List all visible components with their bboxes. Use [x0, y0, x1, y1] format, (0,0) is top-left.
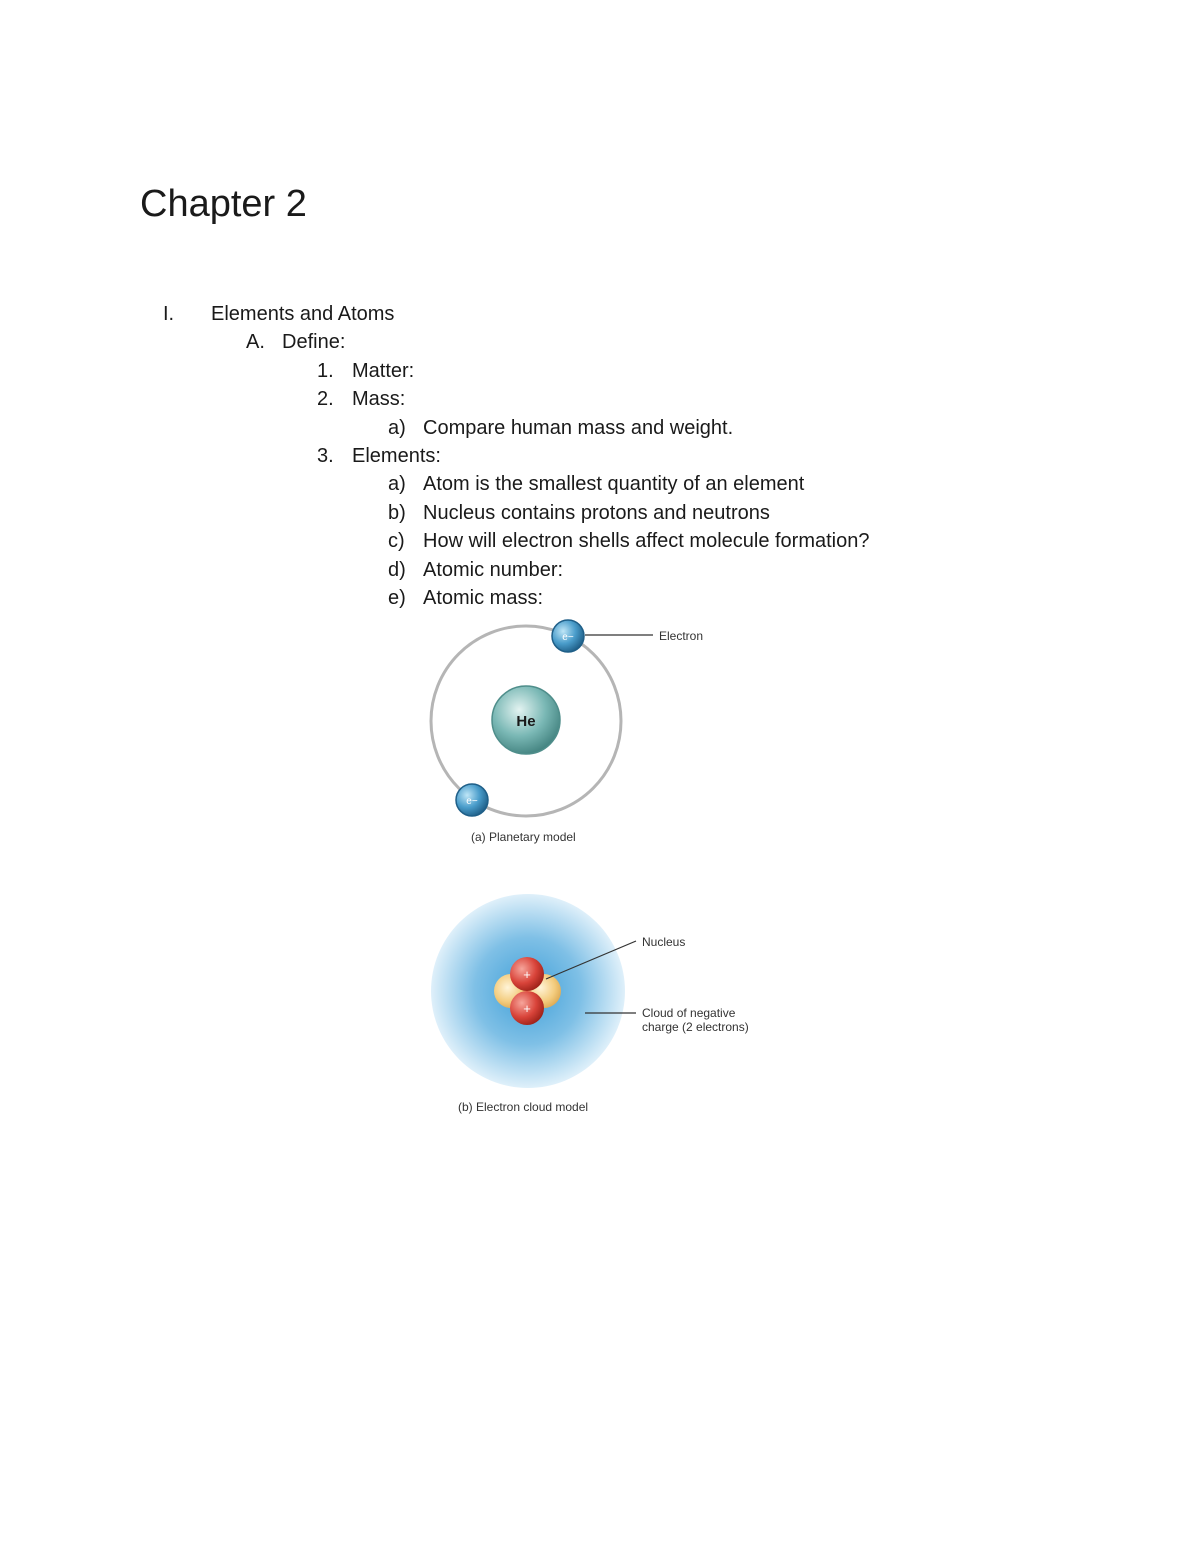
outline-marker: c) [388, 530, 405, 553]
nucleus-label: Nucleus [642, 935, 686, 949]
outline-text: Elements and Atoms [211, 303, 395, 325]
outline-text: Matter: [352, 359, 415, 382]
outline-text: How will electron shells affect molecule formation? [423, 530, 870, 553]
outline-marker: I. [163, 303, 175, 325]
electron-cloud-model-diagram [431, 894, 749, 1114]
electron-symbol: e− [562, 632, 574, 643]
page-title: Chapter 2 [140, 183, 307, 225]
nucleus-symbol: He [516, 713, 536, 730]
electron-bottom [456, 784, 488, 816]
outline-marker: A. [246, 331, 265, 354]
outline-text: Atom is the smallest quantity of an element [423, 473, 805, 496]
planetary-model-diagram [431, 620, 703, 844]
outline-marker: b) [388, 501, 406, 524]
outline-marker: 3. [317, 444, 334, 467]
electron-label: Electron [659, 629, 704, 643]
outline-marker: 2. [317, 388, 334, 411]
outline-text: Compare human mass and weight. [423, 416, 734, 439]
outline-text: Elements: [352, 444, 441, 467]
electron-cloud-caption: (b) Electron cloud model [458, 1100, 589, 1114]
outline-marker: a) [388, 416, 406, 439]
outline-text: Atomic number: [423, 558, 564, 581]
outline-marker: a) [388, 473, 406, 496]
proton-symbol: + [523, 1001, 531, 1016]
cloud-label-line2: charge (2 electrons) [642, 1020, 749, 1034]
outline-marker: d) [388, 558, 406, 581]
outline-text: Atomic mass: [423, 586, 544, 609]
outline-text: Define: [282, 331, 346, 354]
outline-text: Mass: [352, 388, 406, 411]
proton-symbol: + [523, 967, 531, 982]
outline-marker: 1. [317, 359, 334, 382]
helium-nucleus [492, 686, 560, 754]
electron-symbol: e− [466, 796, 478, 807]
cloud-label-line1: Cloud of negative [642, 1006, 736, 1020]
outline-text: Nucleus contains protons and neutrons [423, 501, 770, 524]
planetary-model-caption: (a) Planetary model [471, 830, 576, 844]
electron-top [552, 620, 584, 652]
outline-marker: e) [388, 586, 406, 609]
